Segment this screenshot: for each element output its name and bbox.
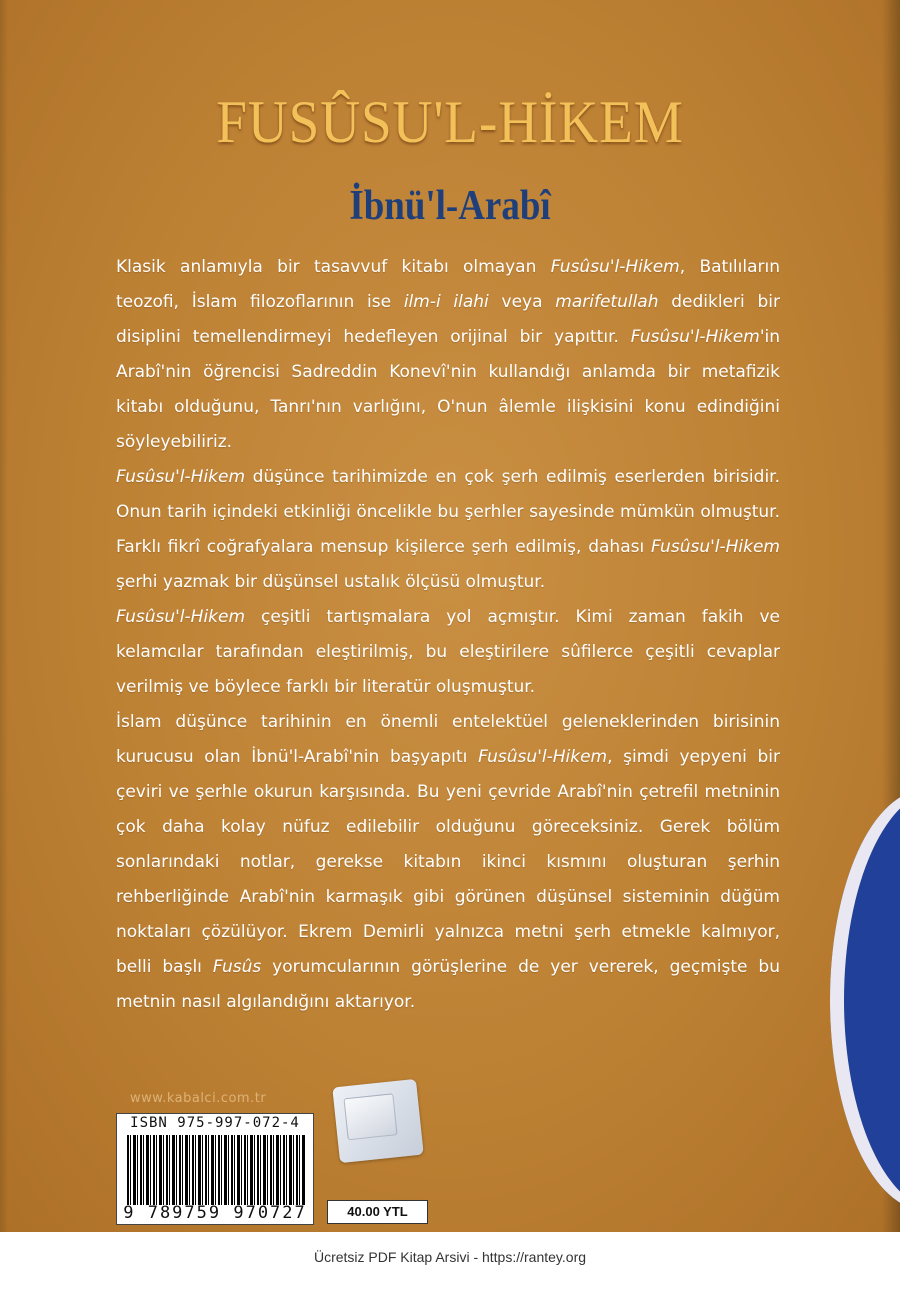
price-label: 40.00 YTL bbox=[327, 1200, 428, 1224]
italic-run: ilm-i ilahi bbox=[403, 292, 489, 312]
publisher-website: www.kabalci.com.tr bbox=[130, 1091, 267, 1106]
blurb-paragraph bbox=[116, 705, 780, 1020]
blurb-text bbox=[116, 250, 780, 1020]
text-run: şerhi yazmak bir düşünsel ustalık ölçüsü olmuştur. bbox=[116, 572, 546, 592]
text-run: yorumcularının görüşlerine de yer vererek, geçmişte bu metnin nasıl algılandığını aktarıyor. bbox=[116, 957, 780, 1012]
italic-run: Fusûsu'l-Hikem bbox=[630, 327, 760, 347]
text-run: çeşitli tartışmalara yol açmıştır. Kimi zaman fakih ve kelamcılar tarafından eleştirilmiş, bu eleştirilere sûfilerce çeşitli cevaplar verilmiş ve böylece farklı bir literatür oluşmuştur. bbox=[116, 607, 780, 697]
decorative-blue-arc bbox=[830, 790, 900, 1210]
blurb-paragraph bbox=[116, 460, 780, 600]
italic-run: Fusûsu'l-Hikem bbox=[116, 607, 246, 627]
italic-run: Fusûs bbox=[212, 957, 262, 977]
isbn-number: ISBN 975-997-072-4 bbox=[130, 1115, 300, 1131]
hologram-sticker bbox=[332, 1079, 423, 1163]
italic-run: Fusûsu'l-Hikem bbox=[650, 537, 780, 557]
hologram-sticker-panel bbox=[343, 1093, 397, 1140]
ean-number: 9 789759 970727 bbox=[123, 1203, 307, 1223]
text-run: 'in Arabî'nin öğrencisi Sadreddin Konevî'nin kullandığı anlamda bir metafizik kitabı olduğunu, Tanrı'nın varlığını, O'nun âlemle ilişkisini konu edindiğini söyleyebiliriz. bbox=[116, 327, 780, 452]
text-run: veya bbox=[488, 292, 556, 312]
barcode-bars bbox=[127, 1135, 305, 1205]
text-run: , şimdi yepyeni bir çeviri ve şerhle okurun karşısında. Bu yeni çevride Arabî'nin çetrefil metninin çok daha kolay nüfuz edilebilir olduğunu göreceksiniz. Gerek bölüm sonlarındaki notlar, gerekse kitabın ikinci kısmını oluşturan şerhin rehberliğinde Arabî'nin karmaşık gibi görünen düşünsel sisteminin düğüm noktaları çözülüyor. Ekrem Demirli yalnızca metni şerh etmekle kalmıyor, belli başlı bbox=[116, 747, 780, 977]
italic-run: Fusûsu'l-Hikem bbox=[116, 467, 246, 487]
italic-run: Fusûsu'l-Hikem bbox=[550, 257, 680, 277]
text-run: dedikleri bir disiplini temellendirmeyi hedefleyen orijinal bir yapıttır. bbox=[116, 292, 780, 347]
text-run: , Batılıların teozofi, İslam filozoflarının ise bbox=[116, 257, 780, 312]
book-author: İbnü'l-Arabî bbox=[349, 183, 551, 229]
italic-run: Fusûsu'l-Hikem bbox=[478, 747, 608, 767]
text-run: Klasik anlamıyla bir tasavvuf kitabı olmayan bbox=[116, 257, 551, 277]
barcode-block bbox=[116, 1113, 314, 1225]
text-run: düşünce tarihimizde en çok şerh edilmiş eserlerden birisidir. Onun tarih içindeki etkinliği öncelikle bu şerhler sayesinde mümkün olmuştur. Farklı fikrî coğrafyalara mensup kişilerce şerh edilmiş, dahası bbox=[116, 467, 780, 557]
text-run: İslam düşünce tarihinin en önemli entelektüel geleneklerinden birisinin kurucusu olan İbnü'l-Arabî'nin başyapıtı bbox=[116, 712, 780, 767]
cover-left-shadow bbox=[0, 0, 8, 1232]
book-title: FUSÛSU'L-HİKEM bbox=[216, 89, 684, 155]
blurb-paragraph bbox=[116, 250, 780, 460]
footer-credit: Ücretsiz PDF Kitap Arsivi - https://rantey.org bbox=[313, 1249, 587, 1265]
italic-run: marifetullah bbox=[555, 292, 659, 312]
blurb-paragraph bbox=[116, 600, 780, 705]
